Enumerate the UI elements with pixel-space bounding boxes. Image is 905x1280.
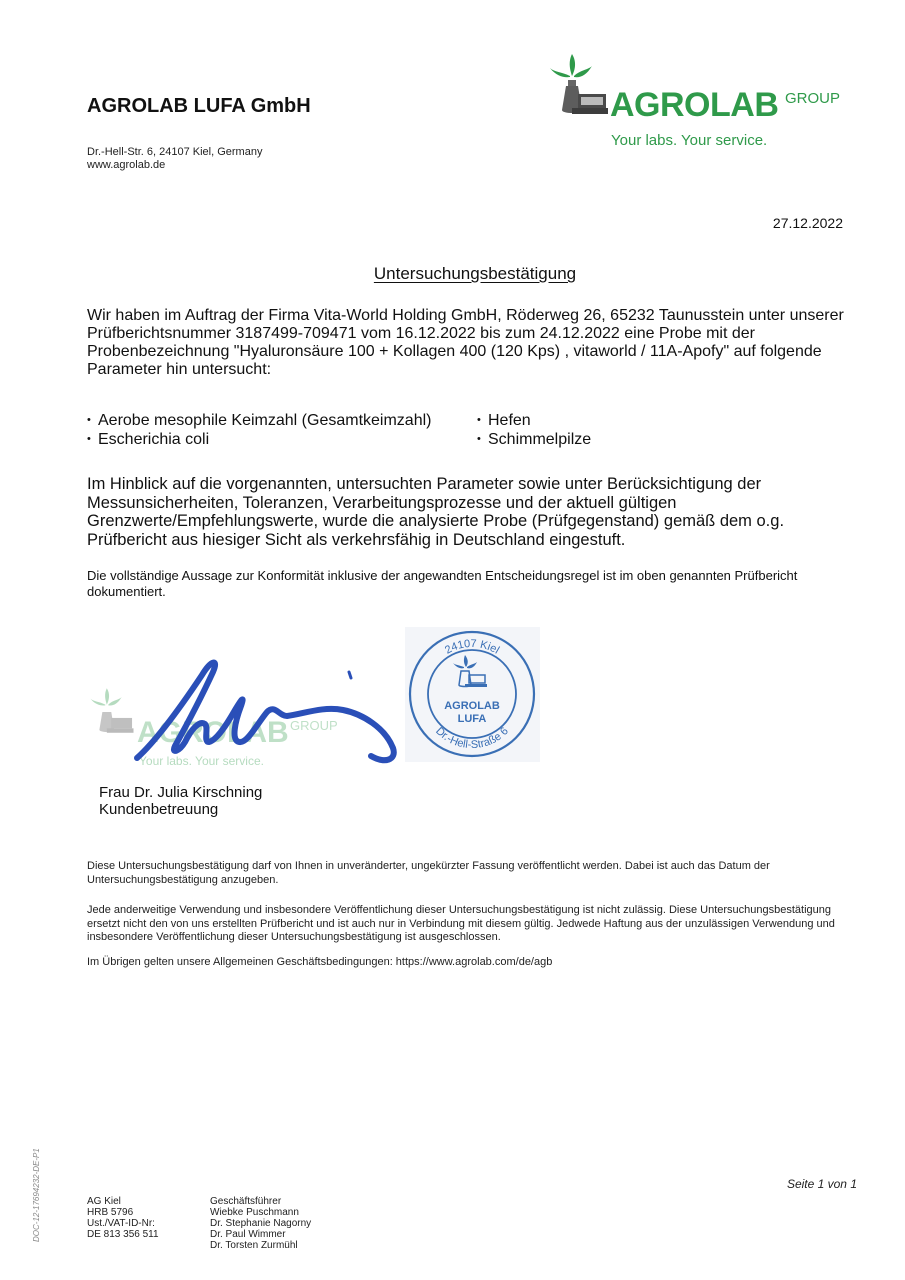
parameter-item: • Hefen	[477, 411, 591, 430]
footer-line: Dr. Torsten Zurmühl	[210, 1240, 298, 1251]
legal-paragraph: Diese Untersuchungsbestätigung darf von Ihnen in unveränderter, ungekürzter Fassung veröffentlicht werden. Dabei ist auch das Datum der Untersuchungsbestätigung anzugeben.	[87, 860, 770, 886]
logo-slogan: Your labs. Your service.	[611, 132, 768, 149]
document-id	[14, 1150, 74, 1250]
legal-paragraph: Jede anderweitige Verwendung und insbesondere Veröffentlichung dieser Untersuchungsbestätigung ist nicht zulässig. Diese Untersuchungsbestätigung ersetzt nicht den von uns erstellten Prüfbericht und ist auch nur in Verbindung mit diesem gültig. Jedwede Haftung aus der unzulässigen Verwendung und insbesondere Veröffentlichung dieser Untersuchungsbestätigung ist ausgeschlossen.	[87, 904, 835, 943]
signer-role: Kundenbetreuung	[99, 801, 219, 818]
watermark-wordmark: AGROLAB	[137, 716, 289, 749]
footer-line: Ust./VAT-ID-Nr:	[87, 1218, 155, 1229]
footer-registry	[87, 1196, 159, 1240]
company-address	[87, 146, 262, 172]
logo-group-label: GROUP	[785, 90, 841, 107]
page-number: Seite 1 von 1	[786, 1177, 857, 1191]
parameter-column-right	[477, 411, 591, 449]
company-name: AGROLAB LUFA GmbH	[87, 95, 311, 117]
document-id-text: DOC-12-17694232-DE-P1	[32, 1148, 41, 1242]
footer-line: HRB 5796	[87, 1207, 134, 1218]
parameter-column-left	[87, 411, 431, 449]
footer-line: Dr. Stephanie Nagorny	[210, 1218, 312, 1229]
footer-line: Wiebke Puschmann	[210, 1207, 299, 1218]
logo-wordmark: AGROLAB	[610, 86, 779, 124]
footer-line: AG Kiel	[87, 1196, 121, 1207]
stamp-center-line1: AGROLAB	[444, 700, 500, 712]
document-title: Untersuchungsbestätigung	[373, 264, 577, 283]
parameter-item: • Escherichia coli	[87, 430, 431, 449]
stamp-bottom-text: Dr.-Hell-Straße 6	[433, 725, 511, 752]
watermark-slogan: Your labs. Your service.	[139, 754, 264, 768]
footer-line: DE 813 356 511	[87, 1229, 159, 1240]
agrolab-logo-icon	[548, 50, 610, 122]
address-line: Dr.-Hell-Str. 6, 24107 Kiel, Germany	[87, 146, 263, 158]
intro-paragraph: Wir haben im Auftrag der Firma Vita-World Holding GmbH, Röderweg 26, 65232 Taunusstein unter unserer Prüfberichtsnummer 3187499-709471 vom 16.12.2022 bis zum 24.12.2022 eine Probe mit der Probenbezeichnung "Hyaluronsäure 100 + Kollagen 400 (120 Kps) , vitaworld / 11A-Apofy" auf folgende Parameter hin untersucht:	[87, 307, 844, 378]
handwritten-signature	[127, 650, 417, 770]
stamp-top-text: 24107 Kiel	[443, 637, 502, 657]
watermark-group: GROUP	[290, 718, 338, 733]
official-stamp	[405, 627, 540, 762]
parameter-item: • Aerobe mesophile Keimzahl (Gesamtkeimzahl)	[87, 411, 431, 430]
stamp-center-line2: LUFA	[457, 713, 487, 725]
signer-block	[99, 784, 262, 818]
conformity-note: Die vollständige Aussage zur Konformität inklusive der angewandten Entscheidungsregel ist im oben genannten Prüfbericht dokumentiert.	[87, 568, 798, 599]
signature-block	[87, 630, 417, 775]
website-line: www.agrolab.de	[87, 159, 166, 171]
assessment-paragraph: Im Hinblick auf die vorgenannten, untersuchten Parameter sowie unter Berücksichtigung der Messunsicherheiten, Toleranzen, Verarbeitungsprozesse und der aktuell gültigen Grenzwerte/Empfehlungswerte, wurde die analysierte Probe (Prüfgegenstand) gemäß dem o.g. Prüfbericht aus hiesiger Sicht als verkehrsfähig in Deutschland eingestuft.	[87, 475, 785, 549]
signer-name: Frau Dr. Julia Kirschning	[99, 784, 263, 801]
parameter-item: • Schimmelpilze	[477, 430, 591, 449]
footer-line: Dr. Paul Wimmer	[210, 1229, 286, 1240]
footer-management	[210, 1196, 311, 1251]
legal-paragraph: Im Übrigen gelten unsere Allgemeinen Geschäftsbedingungen: https://www.agrolab.com/de/agb	[87, 956, 553, 968]
document-date: 27.12.2022	[772, 215, 843, 231]
footer-line: Geschäftsführer	[210, 1196, 282, 1207]
